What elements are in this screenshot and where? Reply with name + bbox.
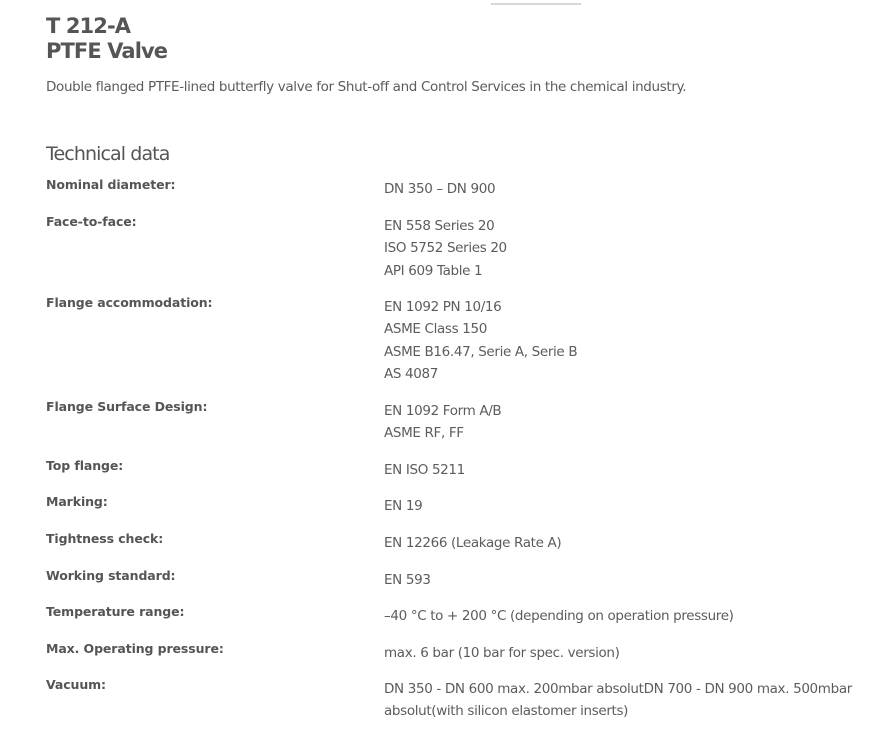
- tech-data-values: [384, 639, 866, 664]
- tech-data-label: Nominal diameter:: [46, 177, 176, 192]
- tech-data-row: [46, 456, 866, 492]
- tech-data-value: EN ISO 5211: [384, 462, 465, 478]
- tech-data-values: [384, 175, 866, 200]
- tech-data-values: [384, 456, 866, 481]
- tech-data-values: [384, 529, 866, 554]
- tech-data-label: Tightness check:: [46, 531, 164, 546]
- tech-data-values: [384, 602, 866, 627]
- tech-data-value: ASME RF, FF: [384, 425, 464, 442]
- tech-data-value: ISO 5752 Series 20: [384, 240, 507, 257]
- tech-data-value: EN 593: [384, 572, 431, 588]
- product-description: Double flanged PTFE-lined butterfly valve for Shut-off and Control Services in the chemical industry.: [46, 79, 687, 95]
- tech-data-row: [46, 293, 866, 397]
- product-name: PTFE Valve: [46, 39, 168, 63]
- tech-data-row: [46, 492, 866, 529]
- tech-data-label: Vacuum:: [46, 677, 106, 692]
- tech-data-label: Flange Surface Design:: [46, 399, 208, 414]
- tech-data-value: EN 12266 (Leakage Rate A): [384, 535, 562, 551]
- tech-data-label: Face-to-face:: [46, 214, 137, 229]
- tech-data-values: [384, 293, 866, 386]
- tech-data-value: EN 1092 PN 10/16: [384, 299, 502, 315]
- tech-data-row: [46, 175, 866, 212]
- tech-data-label: Temperature range:: [46, 604, 185, 619]
- product-title: [46, 14, 167, 64]
- tech-data-row: [46, 529, 866, 566]
- tech-data-value: max. 6 bar (10 bar for spec. version): [384, 645, 620, 661]
- tech-data-row: [46, 566, 866, 602]
- tech-data-value: EN 558 Series 20: [384, 218, 495, 234]
- tech-data-label: Marking:: [46, 494, 108, 509]
- tech-data-value: EN 19: [384, 498, 423, 514]
- technical-data-table: [46, 175, 866, 721]
- technical-data-heading: Technical data: [46, 143, 170, 165]
- tech-data-row: [46, 602, 866, 639]
- tech-data-value: DN 350 – DN 900: [384, 181, 496, 197]
- tech-data-row: [46, 397, 866, 456]
- tech-data-values: [384, 675, 866, 723]
- tech-data-values: [384, 212, 866, 282]
- tech-data-value: DN 350 - DN 600 max. 200mbar absolutDN 700 - DN 900 max. 500mbar: [384, 681, 852, 697]
- tech-data-value: AS 4087: [384, 366, 439, 383]
- product-code: T 212-A: [46, 14, 131, 38]
- tech-data-value: API 609 Table 1: [384, 262, 483, 279]
- tech-data-label: Working standard:: [46, 568, 176, 583]
- tech-data-value: ASME B16.47, Serie A, Serie B: [384, 343, 578, 360]
- tech-data-row: [46, 639, 866, 675]
- tech-data-label: Max. Operating pressure:: [46, 641, 224, 656]
- tech-data-row: [46, 675, 866, 721]
- tech-data-row: [46, 212, 866, 293]
- tech-data-label: Flange accommodation:: [46, 295, 213, 310]
- tech-data-value: absolut(with silicon elastomer inserts): [384, 703, 629, 720]
- tech-data-values: [384, 397, 866, 445]
- tech-data-values: [384, 492, 866, 517]
- tech-data-value: EN 1092 Form A/B: [384, 403, 502, 419]
- tech-data-label: Top flange:: [46, 458, 124, 473]
- top-divider: [491, 3, 581, 5]
- tech-data-value: –40 °C to + 200 °C (depending on operation pressure): [384, 608, 734, 624]
- tech-data-values: [384, 566, 866, 591]
- tech-data-value: ASME Class 150: [384, 321, 487, 338]
